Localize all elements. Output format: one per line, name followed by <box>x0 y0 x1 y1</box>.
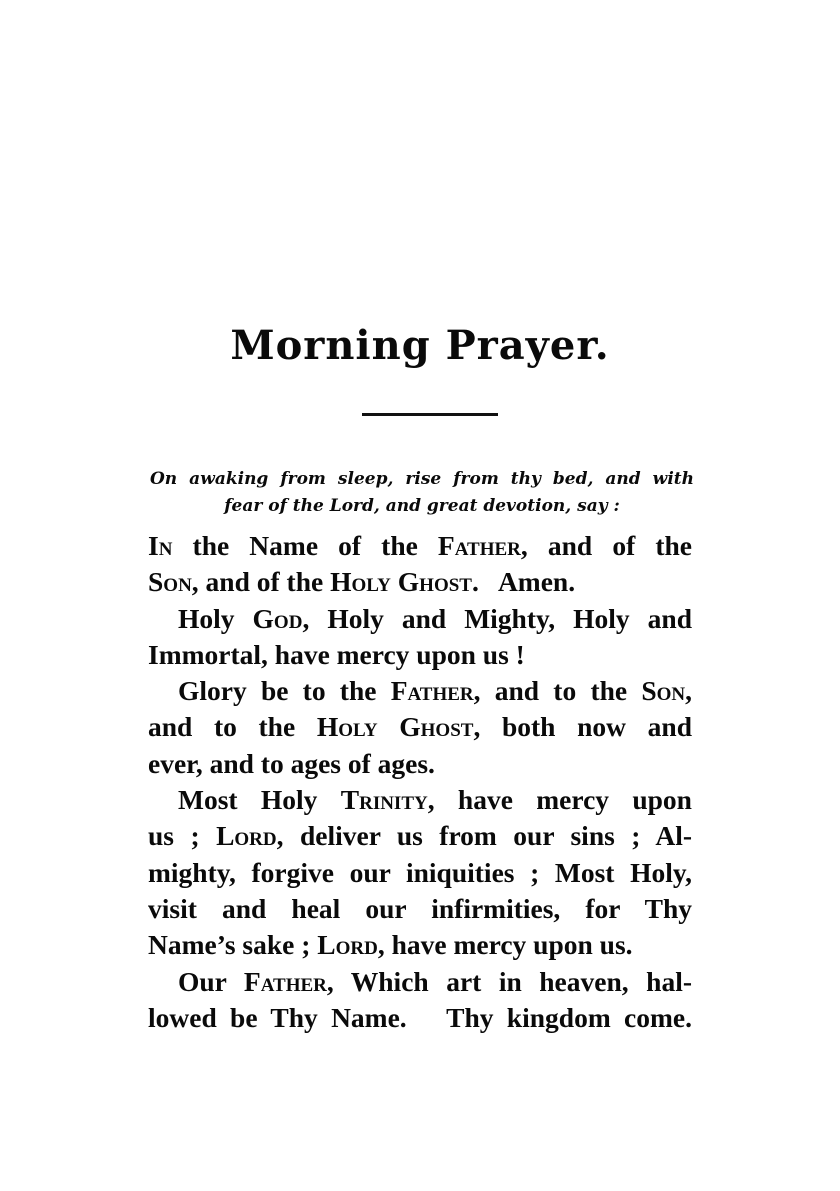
text-run: , Which art in heaven, hal- <box>326 965 692 997</box>
text-line <box>148 782 692 818</box>
text-line <box>148 964 692 1000</box>
small-caps-word: Son <box>641 675 686 707</box>
paragraph-invocation <box>148 528 692 601</box>
text-run: Most Holy <box>178 784 341 816</box>
text-line <box>148 601 692 637</box>
rubric-instruction <box>150 466 694 520</box>
text-line <box>148 564 692 600</box>
text-line <box>148 673 692 709</box>
small-caps-word: Father <box>243 965 327 997</box>
text-line: mighty, forgive our iniquities ; Most Holy, <box>148 856 692 888</box>
paragraph-glory <box>148 673 692 782</box>
small-caps-word: Father <box>437 530 521 561</box>
paragraph-lords-prayer <box>148 964 692 1037</box>
text-line: lowed be Thy Name. Thy kingdom come. <box>148 1001 692 1033</box>
small-caps-word: Trinity <box>340 784 428 816</box>
text-run: and to the <box>148 711 317 743</box>
text-run: , and to the <box>473 675 642 707</box>
small-caps-word: Father <box>390 675 474 707</box>
rubric-line: fear of the Lord, and great devotion, say : <box>224 496 620 516</box>
text-line <box>148 818 692 854</box>
paragraph-trisagion <box>148 601 692 674</box>
text-line <box>148 709 692 745</box>
text-run: Glory be to the <box>178 675 391 707</box>
prayer-text <box>148 528 692 1036</box>
text-run: us ; <box>148 820 217 852</box>
text-run: Our <box>178 965 244 997</box>
text-run: . Amen. <box>471 566 576 598</box>
small-caps-word: Son <box>148 566 192 598</box>
text-line: visit and heal our infirmities, for Thy <box>148 892 692 924</box>
small-caps-word: In <box>148 530 173 561</box>
text-line: ever, and to ages of ages. <box>148 747 435 779</box>
small-caps-word: Holy Ghost <box>316 711 474 743</box>
text-run: , deliver us from our sins ; Al- <box>276 820 693 852</box>
page-title: Morning Prayer. <box>230 322 610 369</box>
text-run: , and of the <box>520 530 692 561</box>
text-run: , have mercy upon us. <box>377 929 633 961</box>
small-caps-word: Lord <box>216 820 277 852</box>
title-divider <box>362 413 498 416</box>
text-run: , have mercy upon <box>427 784 692 816</box>
text-run: Name’s sake ; <box>148 929 318 961</box>
small-caps-word: God <box>252 602 303 634</box>
paragraph-trinity <box>148 782 692 963</box>
text-run: , and of the <box>191 566 331 598</box>
text-run: Holy <box>178 602 253 634</box>
text-line <box>148 528 692 564</box>
text-run: , both now and <box>473 711 692 743</box>
text-run: , <box>685 675 692 707</box>
small-caps-word: Holy Ghost <box>330 566 472 598</box>
rubric-line: On awaking from sleep, rise from thy bed, and with <box>150 469 694 489</box>
small-caps-word: Lord <box>317 929 378 961</box>
text-run: , Holy and Mighty, Holy and <box>302 602 692 634</box>
text-line: Immortal, have mercy upon us ! <box>148 638 525 670</box>
text-run: the Name of the <box>172 530 438 561</box>
text-line <box>148 927 692 963</box>
